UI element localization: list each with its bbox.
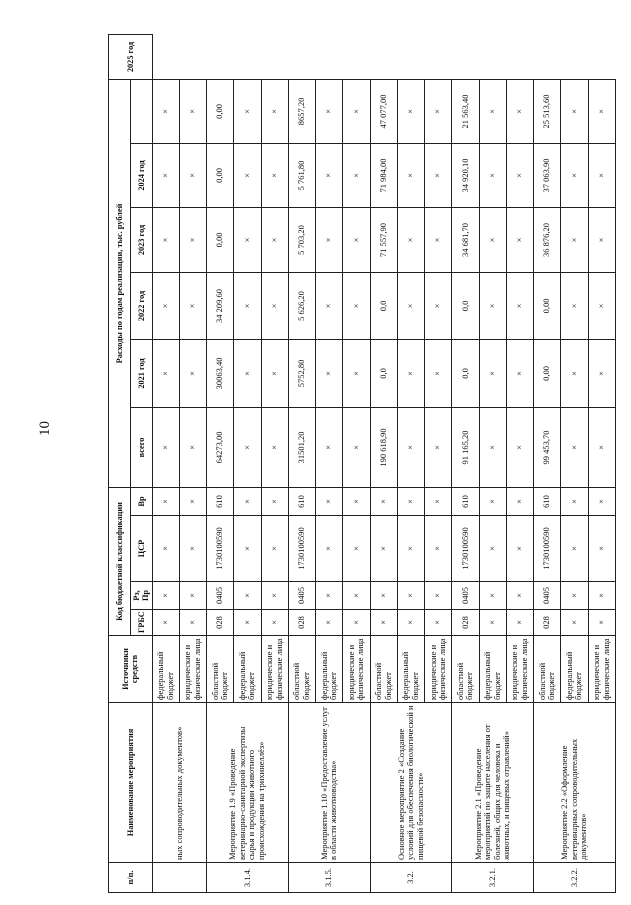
cell-y2023: × — [479, 207, 506, 272]
cell-rzpr: × — [152, 582, 179, 610]
cell-total: × — [425, 407, 452, 487]
cell-csr: × — [152, 516, 179, 582]
cell-total: × — [479, 407, 506, 487]
cell-y2025: × — [261, 79, 288, 143]
cell-csr: 1730100590 — [534, 516, 561, 582]
cell-grbs: × — [234, 610, 261, 636]
table-row — [370, 34, 397, 892]
cell-vr: × — [179, 487, 206, 515]
cell-rzpr: × — [425, 582, 452, 610]
cell-vr: 610 — [452, 487, 479, 515]
cell-y2021: × — [561, 339, 588, 407]
header-csr: ЦСР — [131, 516, 153, 582]
funding-source: федеральный бюджет — [561, 636, 588, 703]
activity-name: Мероприятие 2.2 «Оформление ветеринарных сопроводительных документов» — [534, 703, 616, 863]
funding-source: федеральный бюджет — [397, 636, 424, 703]
table-body — [152, 34, 615, 892]
cell-y2025: × — [316, 79, 343, 143]
cell-y2021: × — [261, 339, 288, 407]
cell-y2023: × — [316, 207, 343, 272]
cell-vr: × — [561, 487, 588, 515]
cell-y2025: 0,00 — [207, 79, 234, 143]
activity-number: 3.2.1. — [452, 863, 534, 893]
cell-csr: × — [425, 516, 452, 582]
cell-grbs: × — [370, 610, 397, 636]
cell-y2023: × — [152, 207, 179, 272]
funding-source: областной бюджет — [370, 636, 397, 703]
cell-y2025: × — [397, 79, 424, 143]
cell-y2024: 5 761,80 — [288, 143, 315, 207]
cell-grbs: × — [261, 610, 288, 636]
cell-y2023: × — [261, 207, 288, 272]
cell-grbs: 028 — [288, 610, 315, 636]
cell-y2022: 0,00 — [534, 272, 561, 339]
cell-y2023: × — [425, 207, 452, 272]
cell-total: 190 618,90 — [370, 407, 397, 487]
cell-csr: × — [234, 516, 261, 582]
header-grbs: ГРБС — [131, 610, 153, 636]
cell-y2022: × — [234, 272, 261, 339]
cell-total: × — [506, 407, 533, 487]
cell-grbs: × — [479, 610, 506, 636]
cell-y2022: 0,0 — [370, 272, 397, 339]
funding-source: федеральный бюджет — [234, 636, 261, 703]
cell-y2021: × — [234, 339, 261, 407]
cell-y2024: 34 920,10 — [452, 143, 479, 207]
cell-vr: × — [588, 487, 615, 515]
activity-name: Мероприятие 2.1 «Проведение мероприятий по защите населения от болезней, общих для человека и животных, и пищевых отравлений» — [452, 703, 534, 863]
cell-y2023: 71 557,90 — [370, 207, 397, 272]
cell-y2021: × — [588, 339, 615, 407]
cell-y2021: 0,00 — [534, 339, 561, 407]
header-year-2023: 2023 год — [131, 207, 153, 272]
header-code-group: Код бюджетной классификации — [109, 487, 131, 635]
cell-y2023: × — [397, 207, 424, 272]
cell-y2025: × — [506, 79, 533, 143]
cell-y2024: × — [425, 143, 452, 207]
cell-grbs: × — [152, 610, 179, 636]
cell-y2024: × — [588, 143, 615, 207]
cell-rzpr: × — [370, 582, 397, 610]
cell-total: × — [316, 407, 343, 487]
cell-csr: 1730100590 — [207, 516, 234, 582]
cell-total: 91 165,20 — [452, 407, 479, 487]
cell-rzpr: × — [179, 582, 206, 610]
cell-csr: × — [370, 516, 397, 582]
cell-rzpr: 0405 — [207, 582, 234, 610]
cell-y2022: 0,0 — [452, 272, 479, 339]
cell-y2022: × — [588, 272, 615, 339]
cell-total: 31501,20 — [288, 407, 315, 487]
cell-y2022: × — [316, 272, 343, 339]
cell-rzpr: × — [261, 582, 288, 610]
activity-number — [152, 863, 207, 893]
cell-y2023: 5 703,20 — [288, 207, 315, 272]
funding-source: юридические и физические лица — [179, 636, 206, 703]
cell-y2025: 8657,20 — [288, 79, 315, 143]
cell-total: × — [152, 407, 179, 487]
header-year-2025: 2025 год — [109, 34, 153, 79]
cell-total: × — [588, 407, 615, 487]
cell-total: × — [179, 407, 206, 487]
cell-y2021: × — [316, 339, 343, 407]
cell-total: × — [397, 407, 424, 487]
cell-y2024: 0,00 — [207, 143, 234, 207]
cell-y2023: 0,00 — [207, 207, 234, 272]
header-year-2024: 2024 год — [131, 143, 153, 207]
activity-name: Мероприятие 1.10 «Предоставление услуг в области животноводства» — [288, 703, 370, 863]
cell-y2025: × — [479, 79, 506, 143]
cell-y2024: × — [343, 143, 370, 207]
page-number: 10 — [37, 421, 53, 436]
cell-grbs: × — [179, 610, 206, 636]
cell-y2021: × — [397, 339, 424, 407]
cell-y2022: 5 626,20 — [288, 272, 315, 339]
cell-rzpr: × — [397, 582, 424, 610]
header-expenses-group: Расходы по годам реализации, тыс. рублей — [109, 79, 131, 487]
table-row — [288, 34, 315, 892]
cell-y2023: 36 876,20 — [534, 207, 561, 272]
cell-grbs: 028 — [452, 610, 479, 636]
cell-rzpr: 0405 — [452, 582, 479, 610]
header-year-2022: 2022 год — [131, 272, 153, 339]
cell-y2021: 0,0 — [370, 339, 397, 407]
table-row — [534, 34, 561, 892]
cell-y2023: × — [506, 207, 533, 272]
cell-csr: × — [506, 516, 533, 582]
funding-source: областной бюджет — [452, 636, 479, 703]
cell-csr: 1730100590 — [452, 516, 479, 582]
cell-rzpr: × — [506, 582, 533, 610]
cell-y2022: × — [152, 272, 179, 339]
cell-vr: × — [234, 487, 261, 515]
cell-grbs: × — [397, 610, 424, 636]
cell-y2023: 34 681,70 — [452, 207, 479, 272]
cell-total: 99 453,70 — [534, 407, 561, 487]
cell-grbs: 028 — [207, 610, 234, 636]
cell-y2021: 0,0 — [452, 339, 479, 407]
cell-y2021: 5752,80 — [288, 339, 315, 407]
cell-y2024: × — [152, 143, 179, 207]
cell-y2024: × — [316, 143, 343, 207]
cell-vr: × — [316, 487, 343, 515]
cell-y2025: 47 077,00 — [370, 79, 397, 143]
cell-csr: × — [561, 516, 588, 582]
cell-grbs: × — [343, 610, 370, 636]
activity-name: ных сопроводительных документов» — [152, 703, 207, 863]
cell-y2021: × — [479, 339, 506, 407]
header-total: всего — [131, 407, 153, 487]
activity-number: 3.1.5. — [288, 863, 370, 893]
cell-y2024: × — [261, 143, 288, 207]
cell-y2024: 37 063,90 — [534, 143, 561, 207]
cell-y2023: × — [588, 207, 615, 272]
cell-y2022: × — [343, 272, 370, 339]
cell-y2022: 34 209,60 — [207, 272, 234, 339]
cell-csr: × — [261, 516, 288, 582]
cell-rzpr: × — [588, 582, 615, 610]
cell-y2022: × — [397, 272, 424, 339]
cell-vr: × — [479, 487, 506, 515]
cell-rzpr: × — [343, 582, 370, 610]
cell-rzpr: × — [479, 582, 506, 610]
cell-total: 64273,00 — [207, 407, 234, 487]
funding-source: федеральный бюджет — [479, 636, 506, 703]
cell-grbs: 028 — [534, 610, 561, 636]
activity-number: 3.2. — [370, 863, 452, 893]
funding-source: областной бюджет — [288, 636, 315, 703]
funding-source: юридические и физические лица — [261, 636, 288, 703]
cell-rzpr: 0405 — [288, 582, 315, 610]
cell-y2022: × — [506, 272, 533, 339]
cell-total: × — [261, 407, 288, 487]
cell-grbs: × — [425, 610, 452, 636]
funding-source: федеральный бюджет — [316, 636, 343, 703]
cell-y2025: × — [588, 79, 615, 143]
cell-y2025: 25 513,60 — [534, 79, 561, 143]
header-rzpr: Рз, Пр — [131, 582, 153, 610]
cell-y2024: × — [561, 143, 588, 207]
cell-csr: × — [588, 516, 615, 582]
funding-source: юридические и физические лица — [425, 636, 452, 703]
cell-y2022: × — [479, 272, 506, 339]
cell-vr: 610 — [207, 487, 234, 515]
cell-vr: × — [152, 487, 179, 515]
cell-vr: × — [261, 487, 288, 515]
cell-y2025: × — [425, 79, 452, 143]
rotated-table-wrapper — [108, 35, 616, 893]
cell-y2024: × — [397, 143, 424, 207]
cell-csr: 1730100590 — [288, 516, 315, 582]
activity-name: Мероприятие 1.9 «Проведение ветеринарно-санитарной экспертизы сырья и продукции животного происхождения на трихинеллёз» — [207, 703, 289, 863]
funding-source: областной бюджет — [534, 636, 561, 703]
cell-y2024: 71 984,00 — [370, 143, 397, 207]
cell-y2023: × — [561, 207, 588, 272]
cell-y2025: × — [179, 79, 206, 143]
cell-vr: 610 — [288, 487, 315, 515]
cell-rzpr: × — [234, 582, 261, 610]
cell-y2025: × — [561, 79, 588, 143]
cell-csr: × — [316, 516, 343, 582]
funding-source: юридические и физические лица — [588, 636, 615, 703]
activity-number: 3.2.2. — [534, 863, 616, 893]
cell-grbs: × — [561, 610, 588, 636]
cell-vr: × — [397, 487, 424, 515]
table-row — [452, 34, 479, 892]
activity-number: 3.1.4. — [207, 863, 289, 893]
table-row — [207, 34, 234, 892]
cell-csr: × — [179, 516, 206, 582]
funding-source: федеральный бюджет — [152, 636, 179, 703]
cell-rzpr: × — [561, 582, 588, 610]
cell-y2021: × — [425, 339, 452, 407]
cell-y2024: × — [506, 143, 533, 207]
table-row — [152, 34, 179, 892]
cell-y2022: × — [425, 272, 452, 339]
cell-total: × — [343, 407, 370, 487]
cell-rzpr: 0405 — [534, 582, 561, 610]
cell-y2025: × — [234, 79, 261, 143]
cell-vr: × — [506, 487, 533, 515]
cell-total: × — [234, 407, 261, 487]
cell-y2024: × — [179, 143, 206, 207]
cell-csr: × — [479, 516, 506, 582]
cell-y2025: × — [152, 79, 179, 143]
activity-name: Основное мероприятие 2 «Создание условий для обеспечения биологической и пищевой безопасности» — [370, 703, 452, 863]
cell-y2022: × — [561, 272, 588, 339]
cell-vr: × — [370, 487, 397, 515]
cell-csr: × — [343, 516, 370, 582]
funding-source: юридические и физические лица — [343, 636, 370, 703]
cell-y2021: × — [343, 339, 370, 407]
header-name: Наименование мероприятия — [109, 703, 153, 863]
cell-y2025: 21 563,40 — [452, 79, 479, 143]
cell-y2024: × — [479, 143, 506, 207]
cell-y2024: × — [234, 143, 261, 207]
cell-grbs: × — [588, 610, 615, 636]
cell-total: × — [561, 407, 588, 487]
cell-y2023: × — [234, 207, 261, 272]
cell-vr: × — [343, 487, 370, 515]
cell-y2023: × — [343, 207, 370, 272]
cell-csr: × — [397, 516, 424, 582]
cell-y2025: × — [343, 79, 370, 143]
header-vr: Вр — [131, 487, 153, 515]
cell-y2022: × — [261, 272, 288, 339]
cell-y2021: × — [152, 339, 179, 407]
header-source: Источники средств — [109, 636, 153, 703]
cell-y2021: × — [179, 339, 206, 407]
cell-rzpr: × — [316, 582, 343, 610]
cell-y2023: × — [179, 207, 206, 272]
cell-vr: × — [425, 487, 452, 515]
cell-y2022: × — [179, 272, 206, 339]
cell-vr: 610 — [534, 487, 561, 515]
cell-grbs: × — [316, 610, 343, 636]
cell-grbs: × — [506, 610, 533, 636]
header-year-2021: 2021 год — [131, 339, 153, 407]
cell-y2021: × — [506, 339, 533, 407]
funding-source: областной бюджет — [207, 636, 234, 703]
funding-source: юридические и физические лица — [506, 636, 533, 703]
header-pn: п/п. — [109, 863, 153, 893]
cell-y2021: 30063,40 — [207, 339, 234, 407]
budget-table — [108, 34, 616, 893]
